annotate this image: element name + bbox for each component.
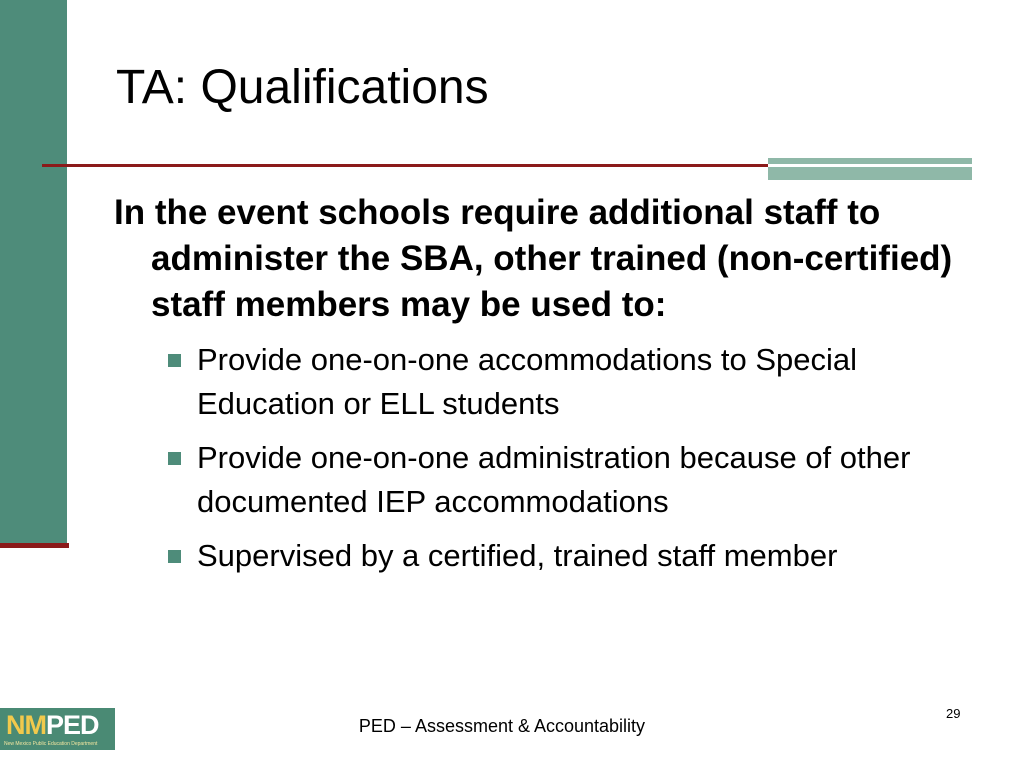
left-accent-bar-edge — [0, 543, 69, 548]
page-number: 29 — [946, 706, 961, 721]
logo-wordmark: NMPED — [6, 710, 99, 740]
square-bullet-icon — [168, 550, 181, 563]
slide-title: TA: Qualifications — [116, 61, 489, 114]
list-item — [164, 436, 994, 524]
divider-accent-block — [768, 158, 972, 180]
logo-subtitle: New Mexico Public Education Department — [4, 741, 98, 747]
lead-paragraph: In the event schools require additional staff to administer the SBA, other trained (non-certified) staff members may be used to: — [114, 193, 953, 324]
bullet-text: Provide one-on-one administration because of other documented IEP accommodations — [197, 440, 911, 519]
list-item — [164, 534, 994, 578]
list-item — [164, 338, 994, 426]
bullet-text: Supervised by a certified, trained staff member — [197, 538, 838, 573]
left-accent-bar — [0, 0, 67, 546]
bullet-list — [114, 338, 994, 578]
footer-text: PED – Assessment & Accountability — [358, 716, 646, 736]
square-bullet-icon — [168, 354, 181, 367]
slide-body — [114, 190, 994, 588]
bullet-text: Provide one-on-one accommodations to Special Education or ELL students — [197, 342, 857, 421]
square-bullet-icon — [168, 452, 181, 465]
